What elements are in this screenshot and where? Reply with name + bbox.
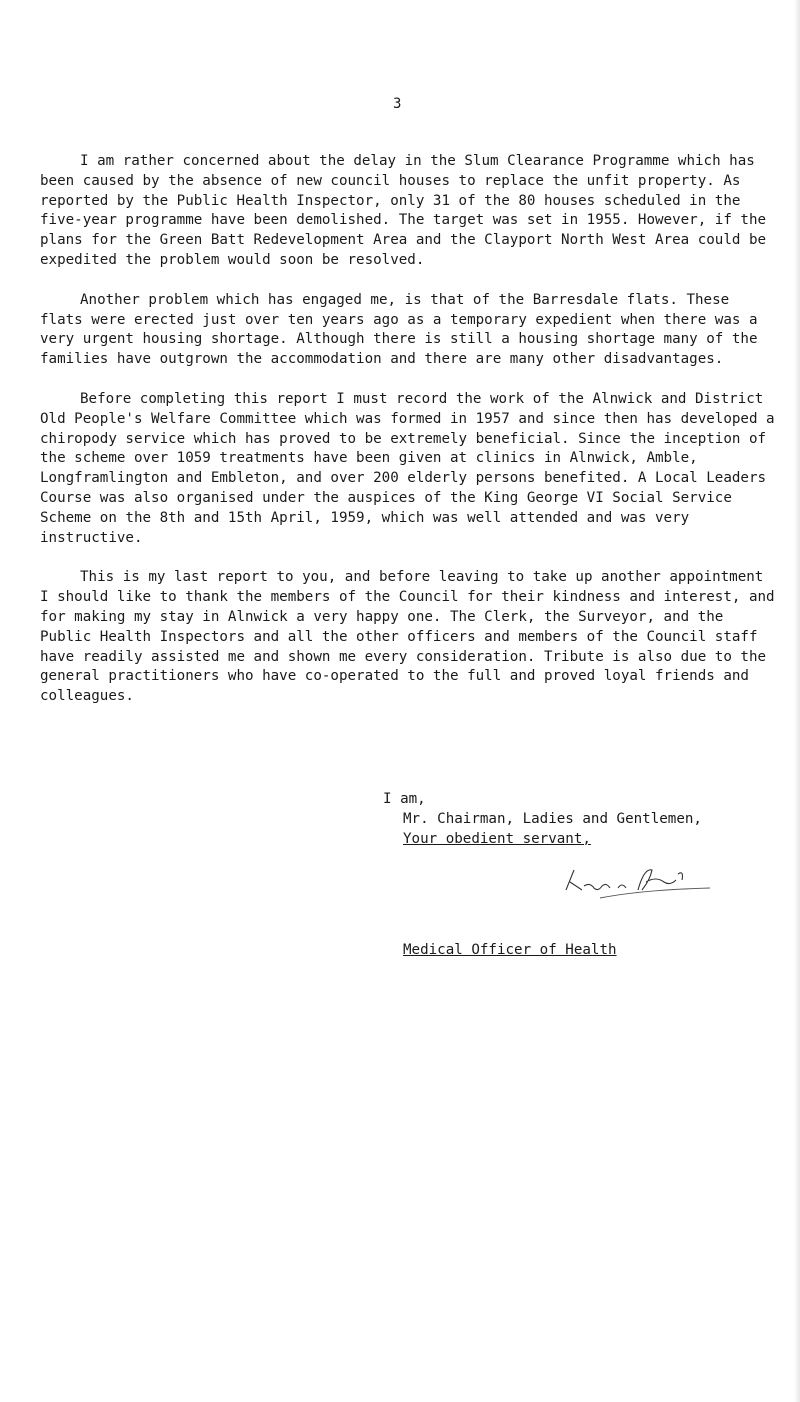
paragraph-slum-clearance: I am rather concerned about the delay in the Slum Clearance Programme which has been caused by the absence of new council houses to replace the unfit property. As reported by the Public Health Inspector, only 31 of the 80 houses scheduled in the five-year programme have been demolished. The target was set in 1955. However, if the plans for the Green Batt Redevelopment Area and the Clayport North West Area could be expedited the problem would soon be resolved.: [40, 153, 767, 268]
report-body: [40, 152, 780, 727]
page-number: 3: [393, 96, 402, 112]
page-edge-shadow: [794, 0, 800, 1402]
paragraph-farewell: This is my last report to you, and before leaving to take up another appointment I should like to thank the members of the Council for their kindness and interest, and for making my stay in Alnwick a very happy one. The Clerk, the Surveyor, and the Public Health Inspectors and all the other officers and members of the Council staff have readily assisted me and shown me every consideration. Tribute is also due to the general practitioners who have co-operated to the full and proved loyal friends and colleagues.: [40, 569, 775, 705]
signatory-title: Medical Officer of Health: [403, 942, 617, 958]
closing-salutation: Mr. Chairman, Ladies and Gentlemen,: [403, 810, 702, 827]
paragraph-barresdale-flats: Another problem which has engaged me, is that of the Barresdale flats. These flats were erected just over ten years ago as a temporary expedient when there was a very urgent housing shortage. Although there is still a housing shortage many of the families have outgrown the accommodation and there are many other disadvantages.: [40, 291, 758, 368]
closing-obedient-servant: Your obedient servant,: [403, 830, 591, 847]
handwritten-signature: [560, 860, 710, 900]
paragraph-welfare-committee: Before completing this report I must record the work of the Alnwick and District Old People's Welfare Committee which was formed in 1957 and since then has developed a chiropody service which has proved to be extremely beneficial. Since the inception of the scheme over 1059 treatments have been given at clinics in Alnwick, Amble, Longframlington and Embleton, and over 200 elderly persons benefited. A Local Leaders Course was also organised under the auspices of the King George VI Social Service Scheme on the 8th and 15th April, 1959, which was well attended and was very instructive.: [40, 390, 775, 546]
closing-line-i-am: I am,: [383, 791, 426, 807]
letter-closing: [383, 790, 702, 849]
